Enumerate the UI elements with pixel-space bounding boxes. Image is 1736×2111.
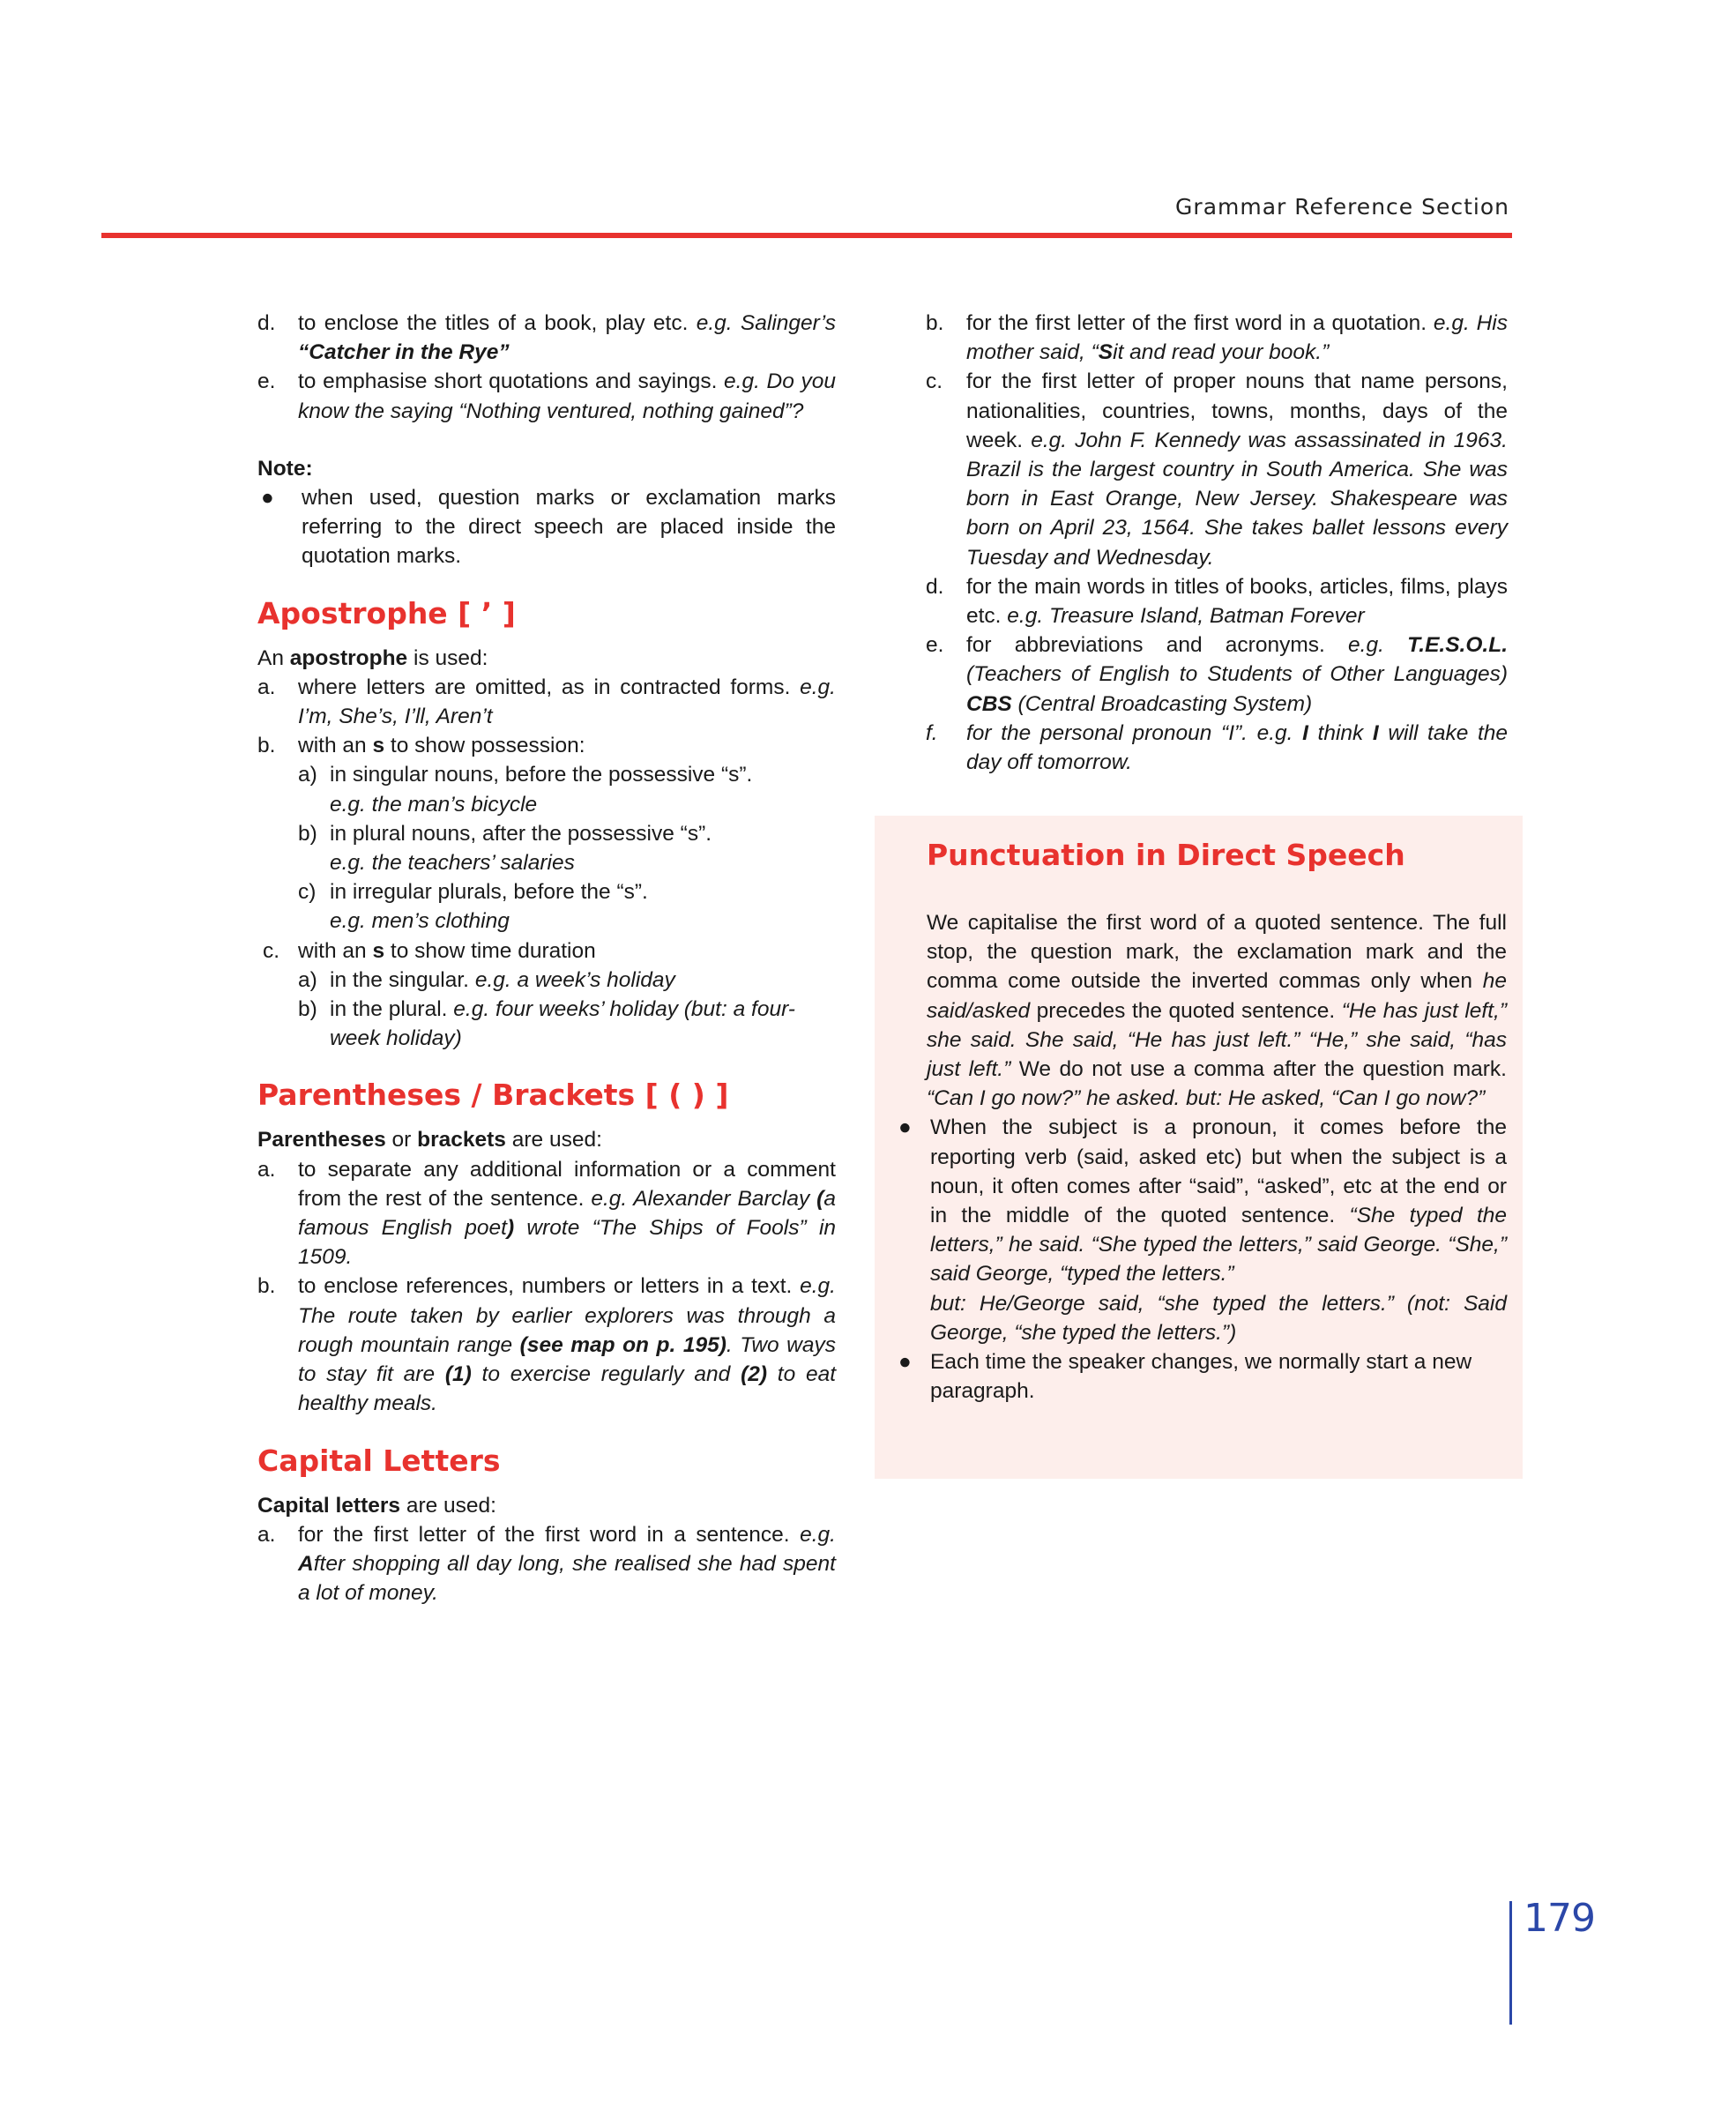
capitals-item-f: f. for the personal pronoun “I”. e.g. I think I will take the day off tomorrow. bbox=[926, 719, 1508, 777]
capitals-heading: Capital Letters bbox=[257, 1443, 501, 1478]
note-label: Note: bbox=[257, 456, 313, 481]
note-item bbox=[257, 483, 836, 571]
list-marker: c. bbox=[926, 369, 943, 394]
trailing-text: ? bbox=[791, 399, 804, 423]
direct-speech-paragraph: We capitalise the first word of a quoted sentence. The full stop, the question mark, the exclamation mark and the comma come outside the inverted commas only when he said/asked precedes the quoted sentence. “He has just left,” she said. She said, “He has just left.” “He,” she said, “has just left.” We do not use a comma after the question mark. “Can I go now?” he asked. but: He asked, “Can I go now?” bbox=[927, 911, 1507, 1111]
bullet-icon: ● bbox=[898, 1115, 912, 1140]
direct-speech-bullet: ● When the subject is a pronoun, it comes before the reporting verb (said, asked etc) but when the subject is a noun, it often comes after “said”, “asked”, etc at the end or in the middle of the quoted sentence. “She typed the letters,” he said. “She typed the letters,” said George. “She,” said George, “typed the letters.” but: He/George said, “she typed the letters.” (not: Said George, “she typed the letters.”) bbox=[927, 1113, 1507, 1347]
parentheses-intro: Parentheses or brackets are used: bbox=[257, 1128, 602, 1152]
example-text: e.g. Salinger’s bbox=[696, 311, 836, 335]
bullet-icon: ● bbox=[898, 1350, 912, 1375]
parentheses-item-a: a. to separate any additional information or a comment from the rest of the sentence. e.g. Alexander Barclay (a famous English poet) wrote “The Ships of Fools” in 1509. bbox=[257, 1155, 836, 1272]
apostrophe-item-c: c. with an s to show time duration bbox=[257, 936, 836, 966]
running-header: Grammar Reference Section bbox=[1175, 194, 1509, 220]
example-text: e.g. four weeks’ holiday (but: a four-week holiday) bbox=[330, 997, 795, 1051]
right-column bbox=[926, 309, 1508, 777]
example-text: e.g. I’m, She’s, I’ll, Aren’t bbox=[298, 675, 836, 729]
capitals-item-a: a. for the first letter of the first word in a sentence. e.g. After shopping all day long, she realised she had spent a lot of money. bbox=[257, 1520, 836, 1608]
list-marker: d. bbox=[926, 574, 944, 599]
list-marker: a. bbox=[257, 1522, 276, 1547]
example-text: e.g. Treasure Island, Batman Forever bbox=[1007, 604, 1365, 629]
parentheses-heading: Parentheses / Brackets [ ( ) ] bbox=[257, 1078, 729, 1113]
page-number-rule bbox=[1509, 1901, 1512, 2025]
page-number: 179 bbox=[1524, 1896, 1595, 1941]
left-column bbox=[257, 309, 836, 1607]
direct-speech-content bbox=[898, 838, 1508, 1406]
list-marker: a. bbox=[257, 1157, 276, 1182]
list-marker: f. bbox=[926, 720, 938, 745]
capitals-intro: Capital letters are used: bbox=[257, 1493, 496, 1518]
apostrophe-item-b: b. with an s to show possession: bbox=[257, 731, 836, 760]
header-rule bbox=[101, 233, 1512, 238]
quoted-title: “Catcher in the Rye” bbox=[298, 340, 510, 365]
capitals-item-b: b. for the first letter of the first word in a quotation. e.g. His mother said, “Sit and read your book.” bbox=[926, 309, 1508, 367]
apostrophe-subitem: a) in singular nouns, before the possessive “s”. e.g. the man’s bicycle bbox=[298, 763, 753, 817]
direct-speech-bullet: ● Each time the speaker changes, we normally start a new paragraph. bbox=[927, 1347, 1507, 1406]
item-text: to emphasise short quotations and sayings. bbox=[298, 369, 725, 394]
capitals-item-e: e. for abbreviations and acronyms. e.g. T.E.S.O.L. (Teachers of English to Students of Other Languages) CBS (Central Broadcasting System) bbox=[926, 630, 1508, 719]
example-text: e.g. John F. Kennedy was assassinated in 1963. Brazil is the largest country in South America. She was born in East Orange, New Jersey. Shakespeare was born on April 23, 1564. She takes ballet lessons every Tuesday and Wednesday. bbox=[966, 428, 1508, 570]
example-text: e.g. a week’s holiday bbox=[474, 967, 675, 992]
list-marker: d. bbox=[257, 311, 276, 335]
apostrophe-subitem: b) in the plural. e.g. four weeks’ holiday (but: a four-week holiday) bbox=[298, 997, 795, 1051]
parentheses-item-b: b. to enclose references, numbers or letters in a text. e.g. The route taken by earlier explorers was through a rough mountain range (see map on p. 195). Two ways to stay fit are (1) to exercise regularly and (2) to eat healthy meals. bbox=[257, 1272, 836, 1418]
list-marker: a. bbox=[257, 675, 276, 699]
capitals-item-c: c. for the first letter of proper nouns that name persons, nationalities, countries, towns, months, days of the week. e.g. John F. Kennedy was assassinated in 1963. Brazil is the largest country in South America. She was born in East Orange, New Jersey. Shakespeare was born on April 23, 1564. She takes ballet lessons every Tuesday and Wednesday. bbox=[926, 367, 1508, 571]
apostrophe-heading: Apostrophe [ ’ ] bbox=[257, 595, 516, 630]
list-item-e bbox=[257, 367, 836, 425]
list-item-d bbox=[257, 309, 836, 367]
quoted-saying: “Nothing ventured, nothing gained” bbox=[458, 399, 792, 423]
apostrophe-intro: An apostrophe is used: bbox=[257, 645, 488, 670]
example-text: e.g. the man’s bicycle bbox=[330, 792, 538, 817]
list-marker: e. bbox=[257, 369, 276, 394]
list-marker: e. bbox=[926, 633, 944, 658]
item-text: to enclose the titles of a book, play etc. bbox=[298, 311, 697, 335]
apostrophe-item-a: a. where letters are omitted, as in contracted forms. e.g. I’m, She’s, I’ll, Aren’t bbox=[257, 673, 836, 731]
example-text: e.g. Do you know the saying bbox=[298, 369, 836, 423]
example-text: e.g. the teachers’ salaries bbox=[330, 851, 575, 876]
apostrophe-subitem: c) in irregular plurals, before the “s”. e.g. men’s clothing bbox=[298, 880, 648, 934]
example-text: e.g. men’s clothing bbox=[330, 909, 510, 934]
list-marker: b. bbox=[257, 1274, 276, 1299]
note-text: when used, question marks or exclamation marks referring to the direct speech are placed inside the quotation marks. bbox=[302, 486, 836, 569]
bullet-icon: ● bbox=[261, 486, 274, 511]
list-marker: c. bbox=[263, 938, 280, 963]
apostrophe-subitem: a) in the singular. e.g. a week’s holiday bbox=[298, 967, 675, 992]
capitals-item-d: d. for the main words in titles of books, articles, films, plays etc. e.g. Treasure Island, Batman Forever bbox=[926, 572, 1508, 630]
list-marker: b. bbox=[257, 734, 276, 758]
list-marker: b. bbox=[926, 311, 944, 335]
direct-speech-heading: Punctuation in Direct Speech bbox=[927, 838, 1405, 872]
apostrophe-subitem: b) in plural nouns, after the possessive “s”. e.g. the teachers’ salaries bbox=[298, 821, 712, 876]
